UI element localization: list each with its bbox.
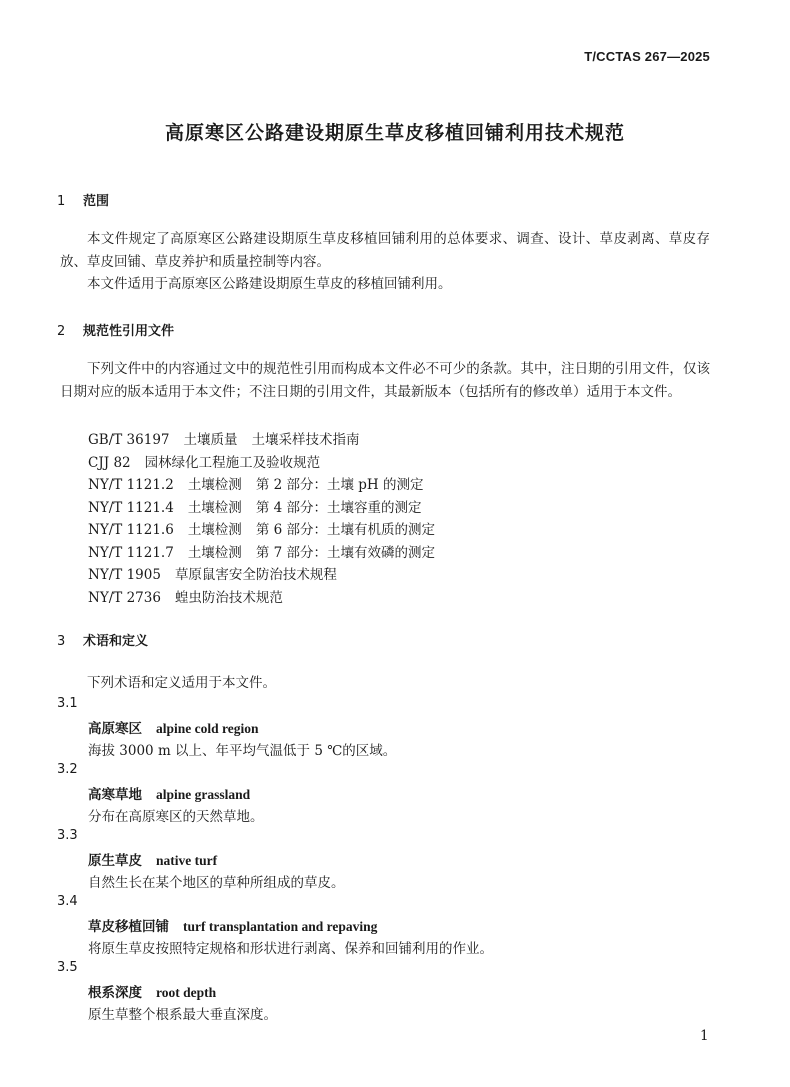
reference-title-part: 第 4 部分：土壤容重的测定 [255,500,422,516]
reference-item [88,518,435,538]
term-name-zh: 高原寒区 [88,721,142,737]
reference-title-main: 土壤检测 [187,522,242,538]
reference-title-main: 草原鼠害安全防治技术规程 [174,567,337,583]
section-heading-terms [57,630,148,649]
reference-code: CJJ 82 [88,455,131,471]
term-name-en: turf transplantation and repaving [183,919,378,934]
reference-code: NY/T 1121.2 [88,477,174,493]
section-number: 1 [57,194,66,209]
term-name-en: alpine grassland [156,787,251,802]
reference-code: NY/T 1905 [88,567,161,583]
references-intro: 下列文件中的内容通过文中的规范性引用而构成本文件必不可少的条款。其中，注日期的引用文件，仅该日期对应的版本适用于本文件；不注日期的引用文件，其最新版本（包括所有的修改单）适用于本文件。 [60,361,710,400]
reference-title-main: 土壤质量 [183,432,238,448]
reference-item [88,451,320,471]
term-name [88,783,250,803]
term-number: 3.2 [57,762,78,777]
document-title: 高原寒区公路建设期原生草皮移植回铺利用技术规范 [164,122,625,144]
term-name [88,981,216,1001]
term-name [88,717,259,737]
reference-item [88,541,435,561]
reference-title-main: 园林绿化工程施工及验收规范 [144,455,321,471]
section-title: 术语和定义 [83,634,149,649]
term-definition: 将原生草皮按照特定规格和形状进行剥离、保养和回铺利用的作业。 [88,941,493,957]
term-name [88,849,217,869]
reference-code: NY/T 2736 [88,590,161,606]
term-name [88,915,377,935]
term-name-zh: 原生草皮 [88,853,142,869]
reference-item [88,428,360,448]
term-name-en: root depth [156,985,217,1000]
term-number: 3.1 [57,696,78,711]
term-name-en: alpine cold region [156,721,259,736]
section-number: 2 [57,324,66,339]
term-name-zh: 高寒草地 [88,787,142,803]
section-title: 范围 [83,194,110,209]
reference-title-main: 土壤检测 [187,500,242,516]
term-name-zh: 根系深度 [88,985,142,1001]
reference-code: GB/T 36197 [88,432,170,448]
reference-code: NY/T 1121.6 [88,522,174,538]
reference-title-part: 第 2 部分：土壤 pH 的测定 [255,477,424,493]
term-name-en: native turf [156,853,218,868]
terms-intro: 下列术语和定义适用于本文件。 [87,675,276,691]
scope-paragraph-1: 本文件规定了高原寒区公路建设期原生草皮移植回铺利用的总体要求、调查、设计、草皮剥离、草皮存放、草皮回铺、草皮养护和质量控制等内容。 [60,231,710,270]
reference-title-part: 第 7 部分：土壤有效磷的测定 [255,545,435,561]
term-number: 3.4 [57,894,78,909]
section-heading-scope [57,190,109,209]
section-title: 规范性引用文件 [83,324,175,339]
term-definition: 原生草整个根系最大垂直深度。 [88,1007,277,1023]
reference-code: NY/T 1121.4 [88,500,174,516]
section-number: 3 [57,634,66,649]
reference-title-main: 土壤检测 [187,477,242,493]
term-number: 3.3 [57,828,78,843]
reference-item [88,563,337,583]
term-definition: 分布在高原寒区的天然草地。 [88,809,264,825]
reference-item [88,496,421,516]
standard-code: T/CCTAS 267—2025 [584,49,710,64]
reference-item [88,473,423,493]
reference-item [88,586,283,606]
reference-code: NY/T 1121.7 [88,545,174,561]
term-definition: 自然生长在某个地区的草种所组成的草皮。 [88,875,345,891]
scope-paragraph-2: 本文件适用于高原寒区公路建设期原生草皮的移植回铺利用。 [87,276,452,292]
reference-title-part: 土壤采样技术指南 [251,432,360,448]
reference-title-main: 土壤检测 [187,545,242,561]
page-number: 1 [700,1028,709,1044]
reference-title-main: 蝗虫防治技术规范 [174,590,283,606]
term-definition: 海拔 3000 m 以上、年平均气温低于 5 ℃的区域。 [88,743,397,759]
section-heading-references [57,320,174,339]
term-name-zh: 草皮移植回铺 [88,919,169,935]
term-number: 3.5 [57,960,78,975]
reference-title-part: 第 6 部分：土壤有机质的测定 [255,522,435,538]
